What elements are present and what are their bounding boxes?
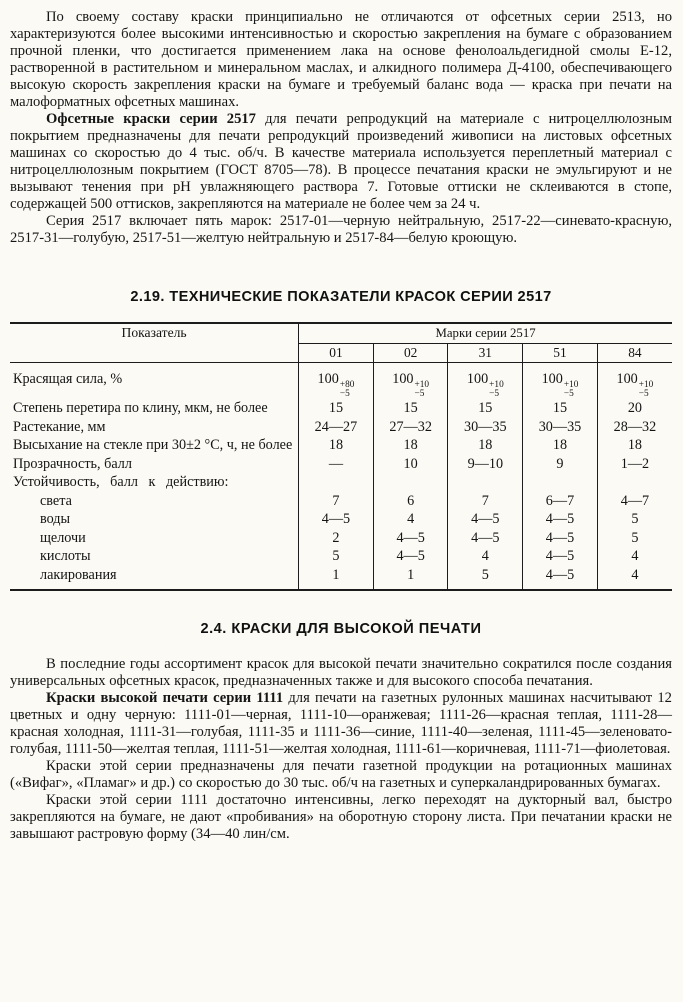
value-cell: 1 xyxy=(299,566,374,591)
value-cell: 4—5 xyxy=(523,547,598,566)
row-label-cell: Красящая сила, % xyxy=(13,371,123,387)
value-cell: 15 xyxy=(299,399,374,418)
tolerance-stack xyxy=(340,381,355,398)
value-cell xyxy=(523,363,598,400)
row-label-cell: Устойчивость, балл к действию: xyxy=(13,474,229,491)
value-cell: 4—5 xyxy=(523,566,598,591)
value-cell: 5 xyxy=(299,547,374,566)
row-label-cell: воды xyxy=(40,511,71,528)
value-cell: 4 xyxy=(597,566,672,591)
paragraph: По своему составу краски принципиально не отличаются от офсетных серии 2513, но характеризуются более высокими интенсивностью и скоростью закрепления на бумаге с образованием прочной пленки, что достигается применением лака на основе фенолоальдегидной смолы Е-12, растворенной в растительном и минеральном маслах, и алкидного полимера Д-4100, обеспечивающего высокую скорость закрепления краски на бумаге и требуемый баланс вода — краска при печати на малоформатных офсетных машинах. xyxy=(10,9,672,110)
tolerance-plus: +80 xyxy=(339,380,355,390)
table-title: 2.19. ТЕХНИЧЕСКИЕ ПОКАЗАТЕЛИ КРАСОК СЕРИИ 2517 xyxy=(130,289,552,305)
tolerance-stack xyxy=(415,381,430,398)
tolerance-value: 100 +80 −5 xyxy=(317,371,355,399)
tolerance-plus: +10 xyxy=(414,380,430,390)
table-row xyxy=(10,363,672,400)
spec-table xyxy=(10,322,672,591)
row-header-cell: Показатель xyxy=(10,323,299,363)
table-row xyxy=(10,473,672,492)
value-cell: 15 xyxy=(523,399,598,418)
value-cell: 30—35 xyxy=(448,418,523,437)
bold-lead: Офсетные краски серии 2517 xyxy=(46,111,256,127)
value-cell: 1—2 xyxy=(597,455,672,474)
value-cell: 18 xyxy=(448,436,523,455)
row-label-cell: кислоты xyxy=(40,548,91,565)
value-cell: 30—35 xyxy=(523,418,598,437)
value-cell xyxy=(597,363,672,400)
value-cell: 18 xyxy=(299,436,374,455)
tolerance-stack xyxy=(564,381,579,398)
value-cell: 6 xyxy=(373,492,448,511)
row-label-cell: света xyxy=(40,492,72,509)
value-cell xyxy=(299,473,374,492)
value-cell xyxy=(299,363,374,400)
tolerance-minus: −5 xyxy=(638,388,649,399)
table-row xyxy=(10,566,672,591)
tolerance-stack xyxy=(639,381,654,398)
column-header-cell: 02 xyxy=(373,343,448,363)
tolerance-minus: −5 xyxy=(414,388,425,399)
value-cell xyxy=(373,473,448,492)
table-row xyxy=(10,529,672,548)
column-header-cell: 51 xyxy=(523,343,598,363)
value-cell: 1 xyxy=(373,566,448,591)
table-row xyxy=(10,436,672,455)
value-cell: 4—5 xyxy=(448,529,523,548)
value-cell: 5 xyxy=(597,510,672,529)
value-cell: 5 xyxy=(448,566,523,591)
tolerance-plus: +10 xyxy=(489,380,504,390)
value-cell: 9 xyxy=(523,455,598,474)
table-row xyxy=(10,399,672,418)
value-cell: 7 xyxy=(299,492,374,511)
row-label-cell: Прозрачность, балл xyxy=(13,455,132,472)
value-cell: 7 xyxy=(448,492,523,511)
table-header xyxy=(10,323,672,363)
value-cell: 18 xyxy=(373,436,448,455)
value-cell: 4 xyxy=(597,547,672,566)
value-cell: 15 xyxy=(448,399,523,418)
value-cell: 15 xyxy=(373,399,448,418)
row-label-cell: лакирования xyxy=(40,566,117,583)
value-cell xyxy=(448,363,523,400)
table-row xyxy=(10,510,672,529)
value-cell: — xyxy=(299,455,374,474)
tolerance-value: 100 +10 −5 xyxy=(392,371,430,399)
value-cell: 4 xyxy=(448,547,523,566)
paragraph: Офсетные краски серии 2517 для печати репродукций на материале с нитроцеллюлозным покрытием предназначены для печати репродукций произведений живописи на листовых офсетных машинах со скоростью до 4 тыс. об/ч. В качестве материала используется переплетный материал с нитроцеллюлозным покрытием (ГОСТ 8705—78). В процессе печатания краски не эмульгируют и не вызывают тенения при рН увлажняющего раствора 7. Готовые оттиски не склеиваются в стопе, содержащей 500 оттисков, закрепляются на материале не более чем за 24 ч. xyxy=(10,111,672,212)
table-row xyxy=(10,418,672,437)
value-cell: 10 xyxy=(373,455,448,474)
value-cell: 27—32 xyxy=(373,418,448,437)
value-cell xyxy=(373,363,448,400)
value-cell xyxy=(448,473,523,492)
value-cell xyxy=(523,473,598,492)
column-header-cell: 01 xyxy=(299,343,374,363)
table-row xyxy=(10,547,672,566)
value-cell: 4—5 xyxy=(299,510,374,529)
column-header-cell: 31 xyxy=(448,343,523,363)
column-group-label: Марки серии 2517 xyxy=(299,323,672,343)
intro-paragraphs xyxy=(10,9,672,247)
value-cell: 6—7 xyxy=(523,492,598,511)
row-label-cell: Высыхание на стекле при 30±2 °С, ч, не более xyxy=(13,437,293,454)
tolerance-minus: −5 xyxy=(563,388,574,399)
paragraph: Краски этой серии предназначены для печати газетной продукции на ротационных машинах («Вифаг», «Пламаг» и др.) со скоростью до 30 тыс. об/ч на газетных и суперкаландрированных бумагах. xyxy=(10,758,672,792)
paragraph: Серия 2517 включает пять марок: 2517-01—черную нейтральную, 2517-22—синевато-красную, 2517-31—голубую, 2517-51—желтую нейтральную и 2517-84—белую кроющую. xyxy=(10,213,672,246)
tolerance-value: 100 +10 −5 xyxy=(466,371,504,399)
paragraph: В последние годы ассортимент красок для высокой печати значительно сократился после создания универсальных офсетных красок, предназначенных также и для высокого способа печатания. xyxy=(10,656,672,690)
value-cell: 18 xyxy=(523,436,598,455)
value-cell: 5 xyxy=(597,529,672,548)
table-row xyxy=(10,455,672,474)
value-cell: 28—32 xyxy=(597,418,672,437)
value-cell: 24—27 xyxy=(299,418,374,437)
tolerance-minus: −5 xyxy=(339,388,350,399)
value-cell: 4—5 xyxy=(373,529,448,548)
value-cell: 4—5 xyxy=(373,547,448,566)
paragraph: Краски высокой печати серии 1111 для печати на газетных рулонных машинах насчитывают 12 цветных и одну черную: 1111-01—черная, 1111-10—оранжевая; 1111-26—красная теплая, 1111-28—красная холодная, 1111-31—голубая, 1111-35 и 1111-36—синие, 1111-40—зеленая, 1111-45—зеленовато-голубая, 1111-50—желтая теплая, 1111-51—желтая холодная, 1111-61—коричневая, 1111-71—фиолетовая. xyxy=(10,690,672,758)
row-label-cell: Степень перетира по клину, мкм, не более xyxy=(13,400,268,417)
paragraph: Краски этой серии 1111 достаточно интенсивны, легко переходят на дукторный вал, быстро закрепляются на бумаге, не дают «пробивания» на оборотную сторону листа. При печатании краски не завышают растровую форму (34—40 лин/см. xyxy=(10,792,672,843)
tolerance-value: 100 +10 −5 xyxy=(616,371,654,399)
tolerance-value: 100 +10 −5 xyxy=(541,371,579,399)
value-cell: 9—10 xyxy=(448,455,523,474)
tolerance-stack xyxy=(489,381,504,398)
tolerance-plus: +10 xyxy=(638,380,654,390)
value-cell xyxy=(597,473,672,492)
row-label-cell: щелочи xyxy=(40,529,86,546)
value-cell: 4—5 xyxy=(523,529,598,548)
section-heading: 2.4. КРАСКИ ДЛЯ ВЫСОКОЙ ПЕЧАТИ xyxy=(200,621,482,638)
table-row xyxy=(10,492,672,511)
value-cell: 4—7 xyxy=(597,492,672,511)
section-paragraphs xyxy=(10,656,672,843)
column-header-cell: 84 xyxy=(597,343,672,363)
table-body xyxy=(10,363,672,591)
bold-lead: Краски высокой печати серии 1111 xyxy=(46,690,284,707)
table-header-row xyxy=(10,323,672,343)
value-cell: 2 xyxy=(299,529,374,548)
value-cell: 4—5 xyxy=(448,510,523,529)
value-cell: 4 xyxy=(373,510,448,529)
row-label-cell: Растекание, мм xyxy=(13,418,106,435)
tolerance-minus: −5 xyxy=(489,388,500,399)
value-cell: 18 xyxy=(597,436,672,455)
value-cell: 4—5 xyxy=(523,510,598,529)
tolerance-plus: +10 xyxy=(563,380,579,390)
value-cell: 20 xyxy=(597,399,672,418)
